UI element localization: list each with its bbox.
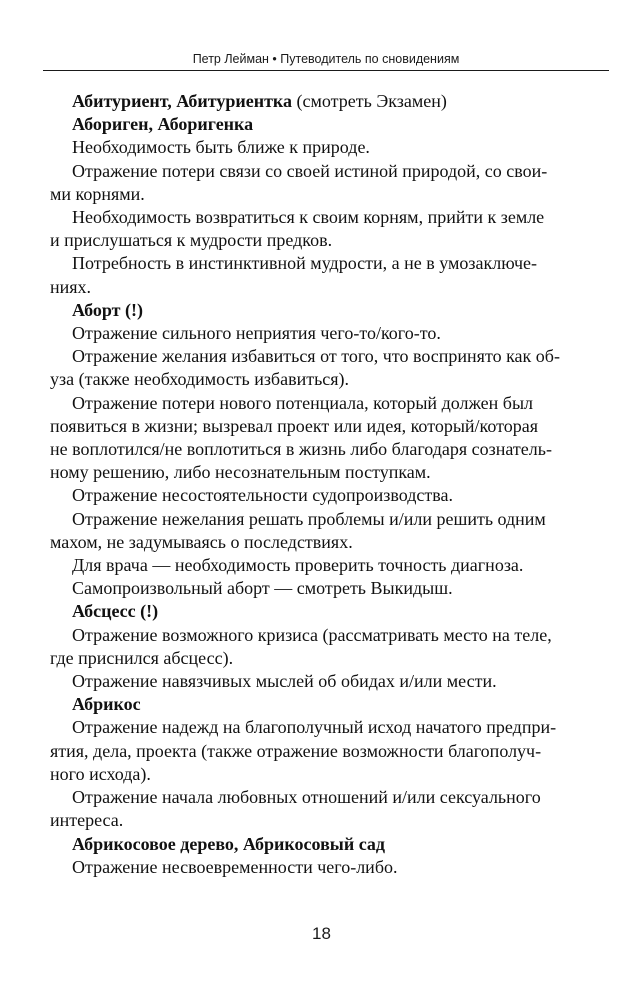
entry-headword	[72, 833, 612, 856]
paragraph-continuation-line: ного исхода).	[50, 763, 151, 784]
entry-headword	[72, 299, 612, 322]
paragraph-line: Потребность в инстинктивной мудрости, а не в умозаключе-	[72, 253, 538, 274]
entry-headword	[72, 600, 612, 623]
paragraph-continuation-line: ному решению, либо несознательным поступкам.	[50, 462, 431, 483]
dictionary-content	[50, 90, 612, 879]
paragraph-line: Отражение желания избавиться от того, что воспринято как об-	[72, 346, 560, 367]
paragraph-line: Отражение сильного неприятия чего-то/кого-то.	[72, 323, 441, 344]
paragraph-line: Отражение навязчивых мыслей об обидах и/или мести.	[72, 671, 497, 692]
headword-bold: Абрикосовое дерево, Абрикосовый сад	[72, 833, 386, 854]
paragraph-continuation-line: не воплотился/не воплотиться в жизнь либо благодаря сознатель-	[50, 439, 552, 460]
paragraph-line: Отражение надежд на благополучный исход начатого предпри-	[72, 717, 557, 738]
paragraph-continuation-line: интереса.	[50, 810, 124, 831]
paragraph-line: Отражение нежелания решать проблемы и/или решить одним	[72, 508, 546, 529]
paragraph-continuation-line: появиться в жизни; вызревал проект или идея, который/которая	[50, 415, 539, 436]
paragraph-line: Отражение начала любовных отношений и/или сексуального	[72, 787, 541, 808]
paragraph-line: Отражение потери нового потенциала, который должен был	[72, 392, 534, 413]
paragraph-continuation-line: ми корнями.	[50, 183, 145, 204]
headword-reference: (смотреть Экзамен)	[292, 91, 447, 111]
paragraph-continuation-line: и прислушаться к мудрости предков.	[50, 230, 333, 251]
headword-bold: Абитуриент, Абитуриентка	[72, 91, 293, 111]
entry-headword	[72, 693, 612, 716]
paragraph-line: Отражение возможного кризиса (рассматривать место на теле,	[72, 624, 552, 645]
paragraph-line: Отражение потери связи со своей истиной природой, со свои-	[72, 160, 548, 181]
paragraph-continuation-line: где приснился абсцесс).	[50, 647, 234, 668]
paragraph-continuation-line: махом, не задумываясь о последствиях.	[50, 531, 353, 552]
paragraph-line: Отражение несостоятельности судопроизводства.	[72, 485, 453, 506]
paragraph-continuation-line: уза (также необходимость избавиться).	[50, 369, 350, 390]
paragraph-line: Для врача — необходимость проверить точность диагноза.	[72, 555, 524, 576]
paragraph-line: Необходимость быть ближе к природе.	[72, 137, 370, 158]
paragraph-line: Необходимость возвратиться к своим корням, прийти к земле	[72, 207, 545, 228]
headword-bold: Абориген, Аборигенка	[72, 114, 254, 135]
headword-bold: Абсцесс (!)	[72, 601, 159, 622]
page-number: 18	[312, 924, 331, 943]
paragraph-continuation-line: ятия, дела, проекта (также отражение возможности благополуч-	[50, 740, 542, 761]
paragraph-line: Самопроизвольный аборт — смотреть Выкидыш.	[72, 578, 453, 599]
paragraph-continuation-line: ниях.	[50, 276, 92, 297]
entry-headword	[72, 113, 612, 136]
paragraph-line: Отражение несвоевременности чего-либо.	[72, 856, 398, 877]
headword-bold: Абрикос	[72, 694, 141, 715]
headword-bold: Аборт (!)	[72, 299, 143, 320]
entry-headword	[72, 90, 612, 113]
running-header: Петр Лейман • Путеводитель по сновидениям	[192, 52, 460, 66]
header-rule	[43, 70, 609, 71]
